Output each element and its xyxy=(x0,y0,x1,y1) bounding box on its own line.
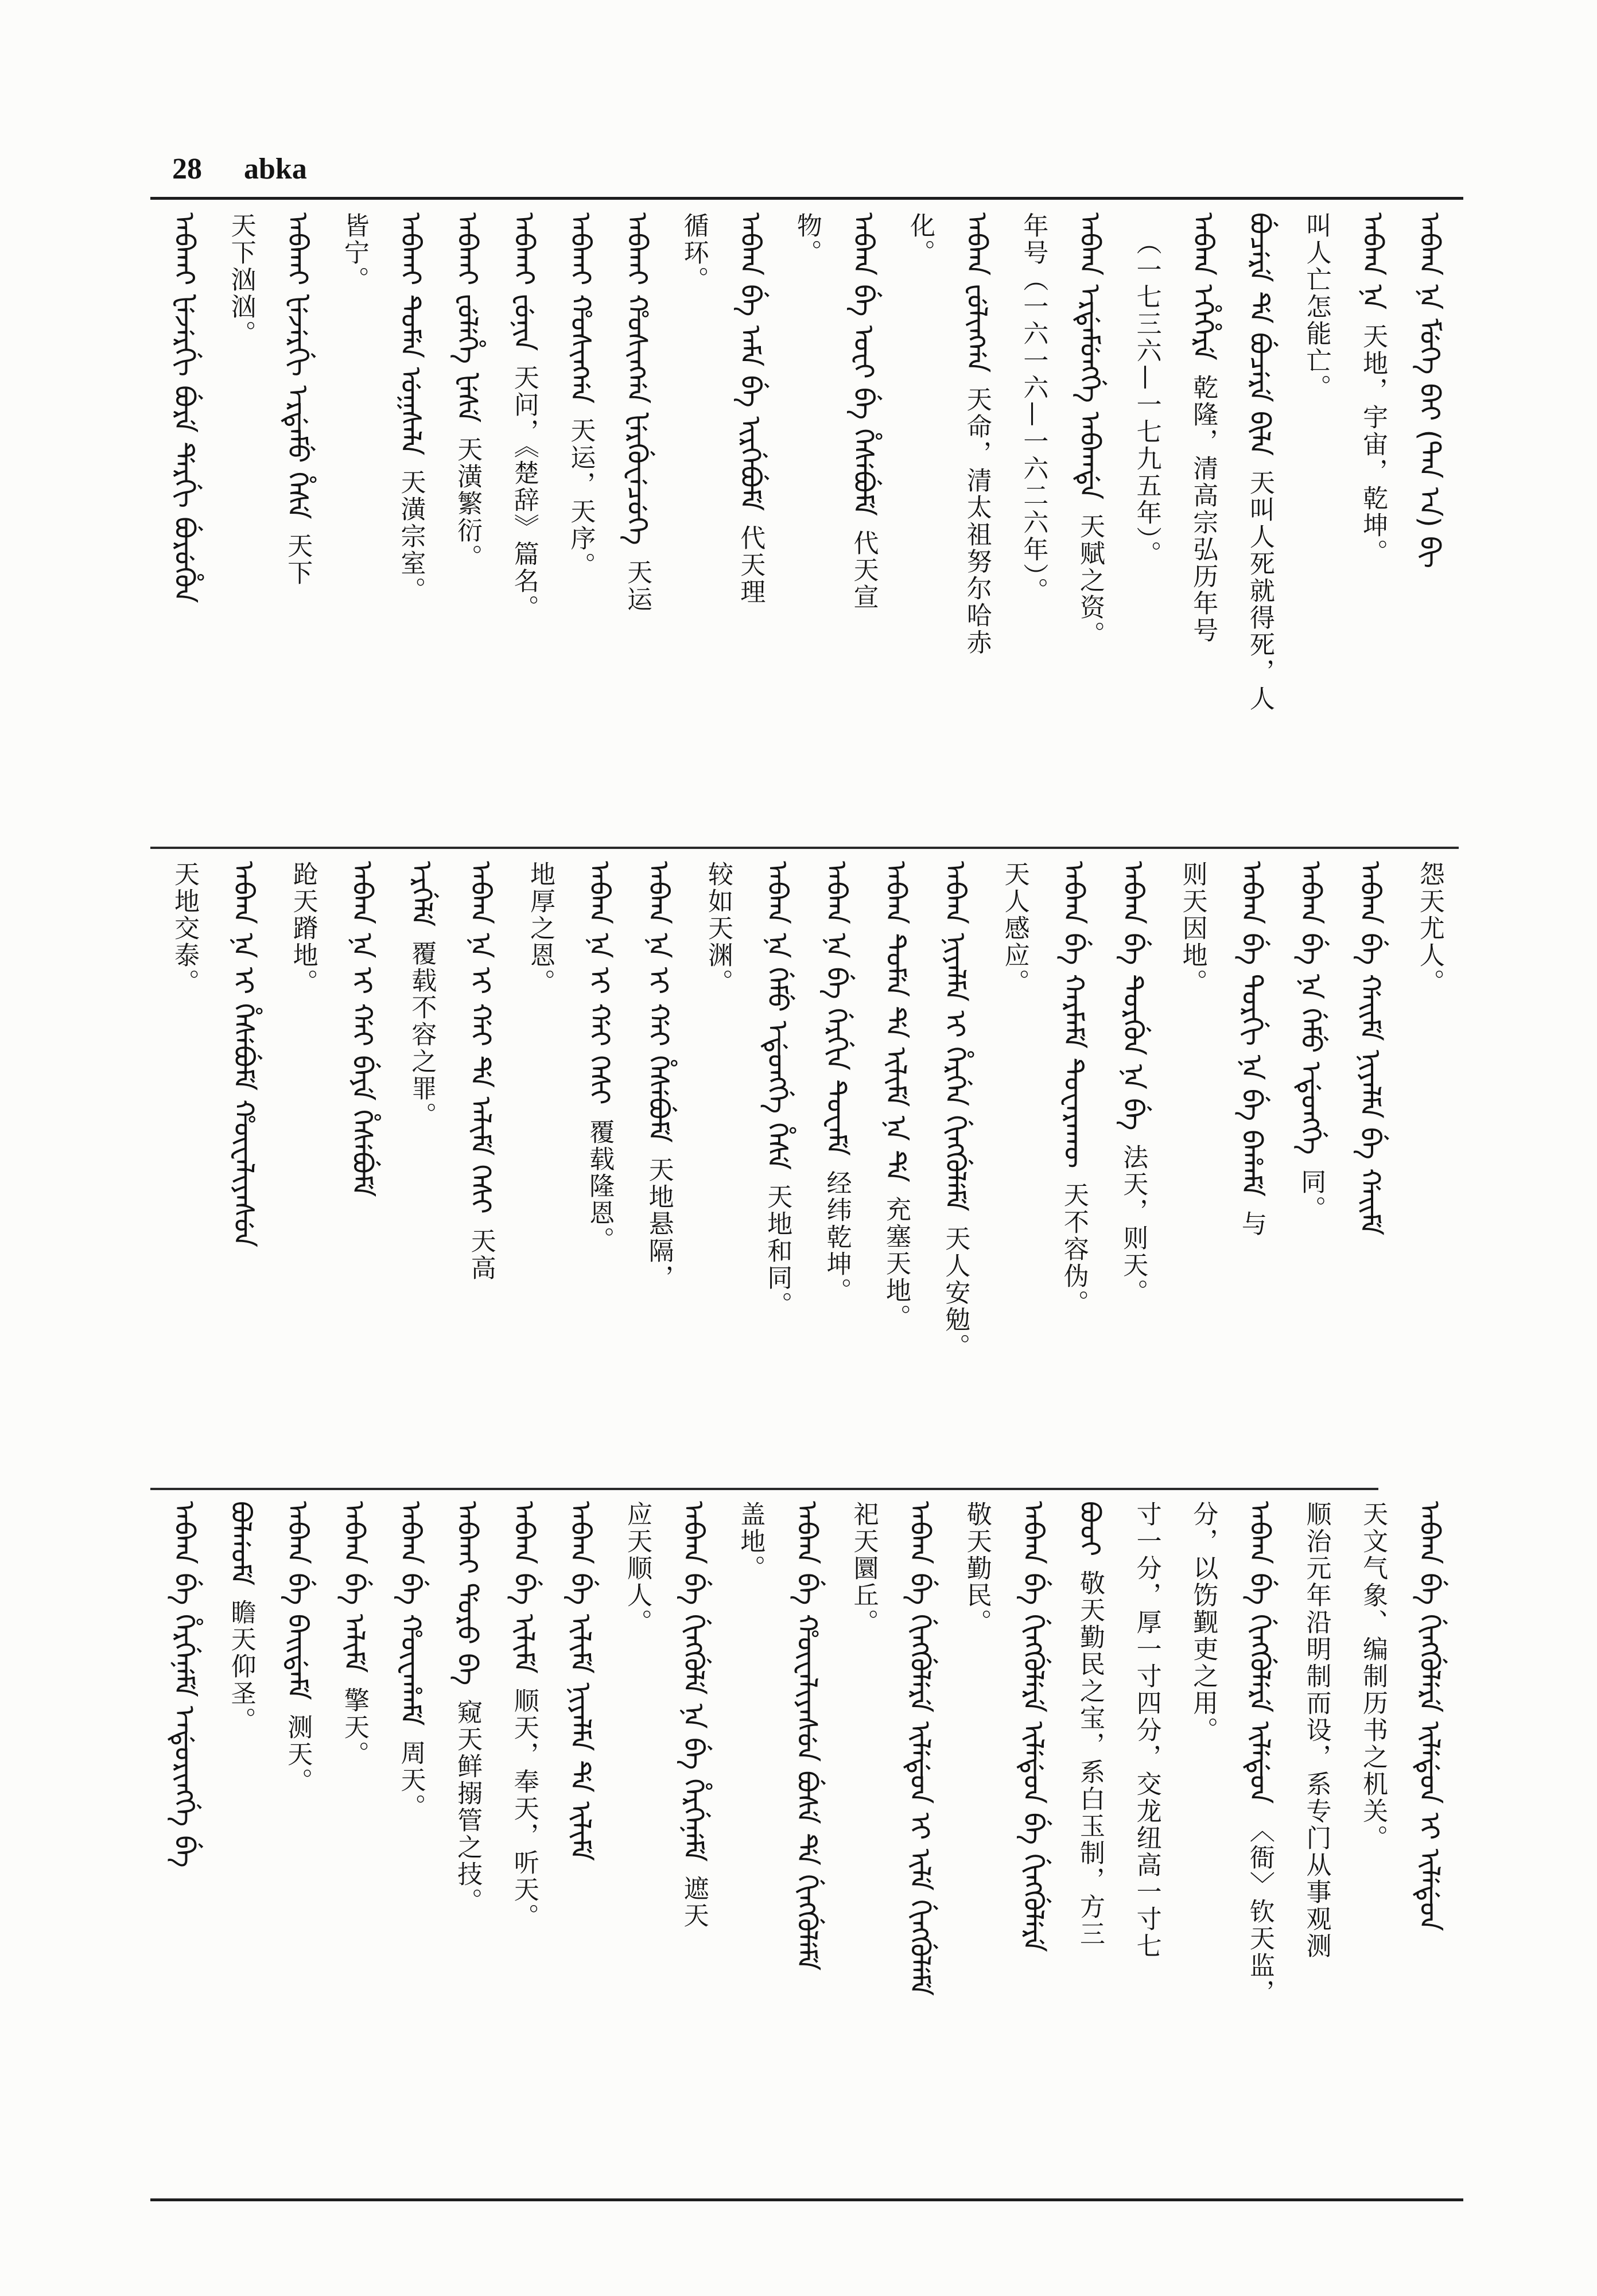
manchu-headword: ᠠᠪᡴᠠ ᠪᡝ ᡤᡳᠩᡤᡠᠯᡝᡵᡝ ᡳᠯᡝᡩᡠᠨ ᠪᡝ ᡤᡳᠩᡤᡠᠯᡝᡵᡝ xyxy=(1017,1501,1050,1952)
chinese-gloss: 代天理 xyxy=(736,525,766,606)
manchu-headword: ᠠᠪᡴᠠ ᡝᡥᡝᡥᡝᡵᡝ xyxy=(1187,212,1219,360)
chinese-gloss: 天潢繁衍。 xyxy=(453,436,483,572)
chinese-gloss: 顺治元年沿明制而设，系专门从事观测 xyxy=(1301,1501,1331,1960)
manchu-headword: ᡝᡵᡤᡝᠯᡝ xyxy=(405,861,438,927)
entry-column xyxy=(1291,861,1331,1475)
entry-column xyxy=(283,861,323,1475)
chinese-gloss: 天人感应。 xyxy=(1000,861,1029,996)
chinese-gloss: 天高 xyxy=(466,1227,496,1282)
entry-column xyxy=(391,1501,431,2187)
manchu-headword: ᠠᠪᡴᠠ ᠪᡝ ᡤᡳᠩᡤᡠᠯᡝᡵᡝ ᡳᠯᡝᡩᡠᠨ ᡳ ᡳᠯᡝᡩᡠᠨ xyxy=(1413,1501,1446,1932)
entry-column xyxy=(334,1501,374,2187)
entry-column xyxy=(1296,212,1336,838)
entry-column xyxy=(1239,212,1280,838)
entry-column xyxy=(401,861,441,1475)
chinese-gloss: 顺天，奉天，听天。 xyxy=(509,1687,539,1930)
chinese-gloss: 与 xyxy=(1237,1210,1266,1238)
entry-column xyxy=(1113,861,1153,1475)
entry-column xyxy=(1054,861,1094,1475)
entry-column xyxy=(876,861,916,1475)
chinese-gloss: 天潢宗室。 xyxy=(396,469,426,604)
manchu-headword: ᠠᠪᡴᠠ ᠨᠠ xyxy=(1357,212,1389,310)
entry-column xyxy=(1350,861,1390,1475)
middle-entry-block xyxy=(150,861,1463,1475)
manchu-headword: ᠠᠪᡴᠠ ᠪᡝ ᡳᠯᡳᠮᡝ xyxy=(507,1501,540,1674)
chinese-gloss: 周天。 xyxy=(396,1739,426,1821)
manchu-headword: ᠠᠪᡴᠠ ᡶᡠᠯᡳᠩᡤᠠ xyxy=(960,212,993,373)
entry-column xyxy=(504,212,544,838)
entry-column xyxy=(617,1501,657,2187)
entry-column xyxy=(639,861,679,1475)
manchu-headword: ᠠᠪᡴᠠ ᡨᡠᠮᡝᠨ ᡩᡝ ᡳᠯᡳᠮᡝ ᠨᠠ ᡩᡝ xyxy=(879,861,912,1182)
manchu-headword: ᠪᡠᠴᡝᡵᡝ ᡩᡝ ᠪᡠᠴᡝᡵᡝ ᠪᡳᠯᠠ xyxy=(1243,212,1276,456)
chinese-gloss: 天文气象、编制历书之机关。 xyxy=(1358,1501,1388,1852)
page-number: 28 xyxy=(172,153,202,185)
entry-column xyxy=(277,1501,317,2187)
chinese-gloss: 瞻天仰圣。 xyxy=(226,1599,256,1735)
entry-column xyxy=(935,861,975,1475)
manchu-headword: ᠠᠪᡴᠠ ᠨᠠ ᡳ ᡤᠠᡳ ᡴᡝᠰᡳ xyxy=(583,861,616,1105)
chinese-gloss: 地厚之恩。 xyxy=(525,861,555,996)
chinese-gloss: 天运，天序。 xyxy=(566,417,596,580)
entry-column xyxy=(1172,861,1213,1475)
entry-column xyxy=(164,861,204,1475)
manchu-headword: ᠠᠪᡴᠠ ᠪᡝ ᡤᡳᠩᡤᡠᠯᡝᡵᡝ ᡳᠯᡝᡩᡠᠨ ᡳ ᡳᠯᡝ ᡤᡳᠩᡤᡠᠯᡝᠮᡝ xyxy=(904,1501,937,1996)
entry-column xyxy=(900,1501,940,2187)
manchu-headword: ᠠᠪᡴᠠᡳ ᡶᡠᠯᡝᡥᡝ ᡶᡝᠰᡝ xyxy=(451,212,484,423)
chinese-gloss: 擎天。 xyxy=(339,1686,369,1768)
entry-column xyxy=(447,1501,487,2187)
manchu-headword: ᠠᠪᡴᠠ ᠪᡝ ᡤᡳᠩᡤᡠᠯᡝᡵᡝ ᡳᠯᡝᡩᡠᠨ xyxy=(1243,1501,1276,1804)
chinese-gloss: 覆载不容之罪。 xyxy=(407,940,437,1130)
entry-column xyxy=(1126,212,1167,838)
chinese-gloss: （一七三六—一七九五年）。 xyxy=(1132,230,1161,568)
section-divider-upper xyxy=(150,847,1459,849)
entry-column xyxy=(1070,1501,1110,2187)
chinese-gloss: 皆宁。 xyxy=(339,212,369,293)
manchu-headword: ᠠᠪᡴᠠ ᠪᡝ ᡨᡠᡵᡤᡠᠨ ᠨᠠ ᠪᡝ xyxy=(1117,861,1149,1131)
entry-column xyxy=(817,861,857,1475)
manchu-headword: ᠠᠪᡴᠠ ᠨᠠ ᡳ ᡤᠠᡳ ᠪᡝᠶᡝ ᡥᡝᠰᡝᠪᡠᠮᡝ xyxy=(345,861,378,1197)
entry-column xyxy=(1126,1501,1167,2187)
entry-column xyxy=(520,861,560,1475)
chinese-gloss: 经纬乾坤。 xyxy=(822,1169,852,1305)
entry-column xyxy=(277,212,317,838)
manchu-headword: ᠠᠪᡴᠠ ᠪᡝ ᡥᡡᠸᠠᡥᠠᠮᡝ xyxy=(394,1501,427,1726)
entry-column xyxy=(674,212,714,838)
chinese-gloss: 物。 xyxy=(792,212,822,266)
chinese-gloss: 寸一分，厚一寸四分，交龙纽高一寸七 xyxy=(1132,1501,1161,1960)
manchu-headword: ᠪᠣᠣᡳ xyxy=(1074,1501,1106,1557)
entry-column xyxy=(334,212,374,838)
chinese-gloss: 同。 xyxy=(1296,1168,1326,1223)
chinese-gloss: 天地悬隔， xyxy=(644,1156,674,1292)
manchu-headword: ᠠᠪᡴᠠ ᠨᠠ ᡳ ᡤᠠᡳ ᡩᡝ ᠠᠯᡳᠮᡝ ᡴᡝᠰᡳ xyxy=(464,861,497,1214)
entry-column xyxy=(1013,1501,1053,2187)
upper-entry-block xyxy=(150,212,1463,838)
manchu-headword: ᠠᠪᡴᠠᡳ ᡥᠣᠰᡳᠩᡤᠠ xyxy=(564,212,597,404)
entry-column xyxy=(1353,212,1393,838)
chinese-gloss: 天运 xyxy=(623,559,652,613)
chinese-gloss: 较如天渊。 xyxy=(703,861,733,996)
entry-column xyxy=(1183,212,1223,838)
entry-column xyxy=(1183,1501,1223,2187)
manchu-headword: ᠠᠪᡴᠠᡳ ᡶᡠᠨᡳᠨ xyxy=(507,212,540,351)
entry-column xyxy=(1409,861,1450,1475)
section-divider-middle xyxy=(150,1488,1378,1490)
entry-column xyxy=(164,212,204,838)
manchu-headword: ᠠᠪᡴᠠ ᡝᡵᡩᡝᠮᡠᠩᡤᡝ ᠠᠪᡴᠠᡩᡝ xyxy=(1074,212,1106,500)
chinese-gloss: 天地和同。 xyxy=(763,1184,792,1319)
entry-column xyxy=(698,861,738,1475)
chinese-gloss: 怨天尤人。 xyxy=(1415,861,1444,996)
chinese-gloss: 天下 xyxy=(283,533,313,587)
manchu-headword: ᠠᠪᡴᠠ ᠪᡝ ᡴᠠᡵᠮᠠᠮᡝ ᡨᡠᠸᠠᡵᠠᡴᡡ xyxy=(1057,861,1090,1169)
entry-column xyxy=(1409,212,1450,838)
chinese-gloss: 年号（一六一六—一六二六年）。 xyxy=(1019,212,1048,604)
chinese-gloss: 天人安勉。 xyxy=(941,1225,970,1360)
chinese-gloss: 法天，则天。 xyxy=(1118,1144,1148,1306)
entry-column xyxy=(730,212,770,838)
running-head-word: abka xyxy=(244,153,307,185)
chinese-gloss: 应天顺人。 xyxy=(623,1501,652,1636)
manchu-headword: ᠪᠣᠯᡤᠣᠮᡝ xyxy=(224,1501,257,1586)
entry-column xyxy=(164,1501,204,2187)
manchu-headword: ᠠᠪᡴᠠ ᠪᡝ ᠠᠯᡳᠮᡝ xyxy=(337,1501,370,1673)
entry-column xyxy=(342,861,382,1475)
entry-column xyxy=(447,212,487,838)
lower-entry-block xyxy=(150,1501,1463,2187)
entry-column xyxy=(1296,1501,1336,2187)
chinese-gloss: 化。 xyxy=(906,212,935,266)
chinese-gloss: 充塞天地。 xyxy=(881,1196,911,1331)
manchu-headword: ᠠᠪᡴᠠ ᠨᠠ ᠪᡝ ᡤᡝᡵᡤᡳᠨ ᡨᡠᠸᠠᠮᡝ xyxy=(820,861,853,1156)
entry-column xyxy=(560,1501,600,2187)
manchu-headword: ᠠᠪᡴᠠ ᠪᡝ ᡳᠯᡳᠮᡝ ᠨᡳᠶᠠᠯᠮᠠ ᡩᡝ ᡳᠯᡳᠮᡝ xyxy=(564,1501,597,1861)
entry-column xyxy=(1409,1501,1450,2187)
manchu-headword: ᠠᠪᡴᠠ ᠪᡝ ᡤᠠᡳᠮᡝ ᠨᡳᠶᠠᠯᠮᠠ ᠪᡝ ᡤᠠᡳᠮᡝ xyxy=(1354,861,1386,1236)
manchu-headword: ᠠᠪᡴᠠ ᠪᡝ ᡤᡳᠩᡤᡠᠯᡝ ᠨᠠ ᠪᡝ ᡥᡝᡵᡤᡝᠨᡝᠮᡝ xyxy=(677,1501,710,1862)
chinese-gloss: 则天因地。 xyxy=(1178,861,1207,996)
chinese-gloss: 覆载隆恩。 xyxy=(585,1118,615,1254)
chinese-gloss: 〈衙〉钦天监， xyxy=(1245,1817,1275,2007)
chinese-gloss: 天不容伪。 xyxy=(1059,1182,1089,1317)
manchu-headword: ᠠᠪᡴᠠᡳ ᡩᠣᡵᠣ ᠪᠠ xyxy=(451,1501,484,1686)
chinese-gloss: 跄天蹐地。 xyxy=(288,861,318,996)
entry-column xyxy=(787,1501,827,2187)
chinese-gloss: 天地，宇宙，乾坤。 xyxy=(1358,323,1388,567)
chinese-gloss: 天赋之资。 xyxy=(1075,513,1105,649)
entry-column xyxy=(900,212,940,838)
chinese-gloss: 盖地。 xyxy=(736,1501,766,1582)
manchu-headword: ᠠᠪᡴᠠ ᠪᡝ ᠠᠮᠠ ᠪᡝ ᡳᡵᡤᡝᠪᡠᠮᡝ xyxy=(734,212,767,511)
chinese-gloss: 遮天 xyxy=(679,1875,709,1930)
entry-column xyxy=(757,861,797,1475)
entry-column xyxy=(223,861,263,1475)
entry-column xyxy=(461,861,501,1475)
chinese-gloss: 天命，清太祖努尔哈赤 xyxy=(962,386,992,657)
manchu-headword: ᠠᠪᡴᠠ ᠪᡝ ᡥᡝᡵᡤᡝᠨᡝᠮᡝ ᡝᠨᡩᡠᡵᡳᠩᡤᡝ ᠪᡝ xyxy=(168,1501,200,1868)
entry-column xyxy=(1353,1501,1393,2187)
manchu-headword: ᠠᠪᡴᠠᡳ ᡥᠣᠰᡳᠩᡤᠠ ᡶᡝᡵᡤᡠᠸᡝᠴᡠᡴᡝ xyxy=(621,212,653,545)
manchu-headword: ᠠᠪᡴᠠᡳ ᡶᡝᠵᡝᡵᡤᡳ ᡝᡵᡩᡝᠮᡠ ᡥᡝᠰᡝ xyxy=(281,212,314,519)
manchu-headword: ᠠᠪᡴᠠ ᠨᠠ ᡳ ᡤᠠᡳ ᡥᡝᠰᡝᠪᡠᠮᡝ xyxy=(642,861,675,1143)
bottom-rule xyxy=(150,2198,1463,2201)
manchu-headword: ᠠᠪᡴᠠ ᠨᠠ ᡳ ᡥᡝᠰᡝᠪᡠᠮᡝ ᡥᡡᠸᠠᠯᡳᠶᠠᠰᡠᠨ xyxy=(227,861,260,1247)
entry-column xyxy=(1013,212,1053,838)
manchu-headword: ᠠᠪᡴᠠ ᠪᡝ ᠣᡶᡳ ᠪᡝ ᡥᡝᠰᡝᠪᡠᠮᡝ xyxy=(847,212,880,516)
top-rule xyxy=(150,197,1463,200)
entry-column xyxy=(504,1501,544,2187)
chinese-gloss: 天叫人死就得死，人 xyxy=(1245,470,1275,713)
chinese-gloss: 天下汹汹。 xyxy=(226,212,256,347)
entry-column xyxy=(730,1501,770,2187)
manchu-headword: ᠠᠪᡴᠠ ᠪᡝ ᠪᠠᡳᡩᠠᠮᡝ xyxy=(281,1501,314,1700)
entry-column xyxy=(1239,1501,1280,2187)
chinese-gloss: 敬天勤民。 xyxy=(962,1501,992,1636)
chinese-gloss: 循环。 xyxy=(679,212,709,293)
entry-column xyxy=(1070,212,1110,838)
chinese-gloss: 代天宣 xyxy=(849,529,879,611)
entry-column xyxy=(844,1501,884,2187)
entry-column xyxy=(957,212,997,838)
chinese-gloss: 测天。 xyxy=(283,1713,313,1795)
chinese-gloss: 分，以饬觐吏之用。 xyxy=(1188,1501,1218,1744)
manchu-headword: ᠠᠪᡴᠠ ᠨᡳᠶᠠᠯᠮᠠ ᡳ ᡥᡝᡵᡤᡝᠨ ᡤᡳᠩᡤᡠᠯᡝᠮᡝ xyxy=(939,861,972,1212)
manchu-headword: ᠠᠪᡴᠠᡳ ᡨᡠᠮᡝᠨ ᡠᡴᠰᠠᠯᠠ xyxy=(394,212,427,456)
manchu-headword: ᠠᠪᡴᠠ ᠪᡝ ᠨᠠ ᡤᡝᠮᡠ ᡝᡩᡠᠩᡤᡝ xyxy=(1295,861,1327,1155)
entry-column xyxy=(994,861,1035,1475)
entry-column xyxy=(391,212,431,838)
chinese-gloss: 天问，《楚辞》篇名。 xyxy=(509,364,539,622)
entry-column xyxy=(1231,861,1272,1475)
entry-column xyxy=(221,212,261,838)
chinese-gloss: 窥天鲜搦管之技。 xyxy=(453,1699,483,1915)
entry-column xyxy=(221,1501,261,2187)
entry-column xyxy=(617,212,657,838)
entry-column xyxy=(579,861,619,1475)
manchu-headword: ᠠᠪᡴᠠ ᠪᡝ ᡥᡡᠸᠠᠯᡳᠶᠠᠰᡠᠨ ᠪᡠᠰᡝ ᡩᡝ ᡤᡳᠩᡤᡠᠯᡝᠮᡝ xyxy=(790,1501,823,1971)
manchu-headword: ᠠᠪᡴᠠ ᠪᡝ ᡨᠣᡵᡤᡳ ᠨᠠ ᠪᡝ ᠪᠠᡥᠠᠮᡝ xyxy=(1235,861,1268,1197)
entry-column xyxy=(957,1501,997,2187)
chinese-gloss: 天地交泰。 xyxy=(170,861,199,996)
entry-column xyxy=(844,212,884,838)
entry-column xyxy=(787,212,827,838)
entry-column xyxy=(560,212,600,838)
manchu-headword: ᠠᠪᡴᠠ ᠨᠠ ᠮᡠᡴᡝ ᠪᠠᡳ (ᡨᠠᠨ ᡝᠨ) ᠪᡳ xyxy=(1413,212,1446,569)
chinese-gloss: 叫人亡怎能亡。 xyxy=(1301,212,1331,401)
entry-column xyxy=(674,1501,714,2187)
chinese-gloss: 乾隆，清高宗弘历年号 xyxy=(1188,374,1218,644)
chinese-gloss: 敬天勤民之宝，系白玉制，方三 xyxy=(1075,1570,1105,1948)
chinese-gloss: 祀天圜丘。 xyxy=(849,1501,879,1636)
manchu-headword: ᠠᠪᡴᠠ ᠨᠠ ᡤᡝᠮᡠ ᡝᡩᡠᠩᡤᡝ ᡥᡝᠰᡝ xyxy=(761,861,794,1170)
manchu-headword: ᠠᠪᡴᠠᡳ ᡶᡝᠵᡝᡵᡤᡳ ᠪᡠᡵᡝ ᡩᡝᡵᡤᡳ ᠪᡠᡵᡠᡥᡠᠨ xyxy=(168,212,200,603)
